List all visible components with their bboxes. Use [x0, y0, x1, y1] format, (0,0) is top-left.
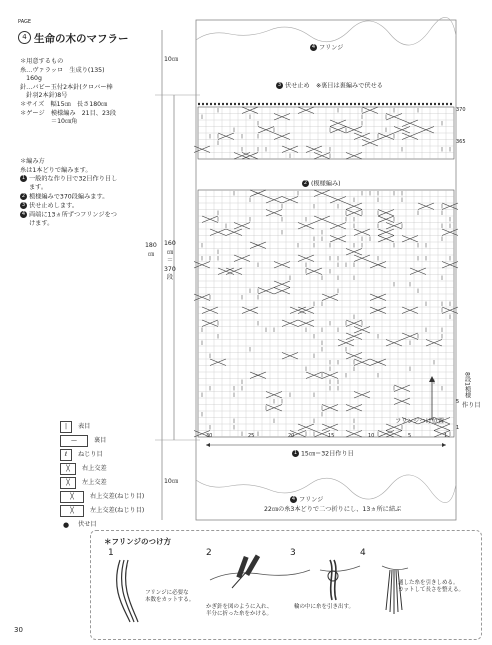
howto-step: ます。 — [29, 184, 48, 192]
materials-line: ＊ゲージ 模様編み 21目、23段 — [20, 109, 117, 117]
fringe-bottom-note: 22㎝の糸3本どりで二つ折りにし、13ヵ所に結ぶ — [264, 506, 402, 513]
legend-item-cross-right-twisted: ╳ 右上交差(ねじり目) — [60, 490, 144, 504]
legend-item-purl: — 裏目 — [60, 434, 144, 448]
howto-step: 2 模様編みで370段編みます。 — [21, 192, 109, 201]
fringe-step-number: 4 — [360, 548, 366, 558]
materials-line: ＊サイズ 幅15㎝ 長さ180㎝ — [20, 100, 108, 108]
step1-yarn-illustration — [117, 560, 138, 622]
fringe-step-text: フリンジに必要な 本数をカットする。 — [145, 590, 195, 603]
col-number: 30 — [206, 433, 213, 439]
fringe-howto-title: ＊フリンジのつけ方 — [104, 537, 172, 546]
title-text: 生命の木のマフラー — [34, 33, 129, 45]
howto-step: 4 両端に13ヵ所ずつフリンジをつ — [21, 211, 117, 219]
pattern-label: 2 (模様編み) — [303, 180, 341, 188]
fringe-step-text: 輪の中に糸を引き出す。 — [294, 604, 355, 610]
col-number: 20 — [288, 433, 295, 439]
legend-item-cross-left: ╳ 左上交差 — [60, 476, 144, 490]
fringe-step-number: 3 — [290, 548, 296, 558]
legend-item-cross-right: ╳ 右上交差 — [60, 462, 144, 476]
page-number: 30 — [14, 626, 23, 634]
row-number: 370 — [456, 107, 466, 113]
howto-step: 3 伏せ止めします。 — [21, 201, 79, 210]
dim-10cm-top: 10㎝ — [164, 56, 179, 63]
materials-line: ＝10㎝角 — [20, 118, 78, 126]
page-label: PAGE — [18, 19, 32, 25]
chart-main-block — [194, 190, 458, 437]
fringe-step-number: 2 — [206, 548, 212, 558]
materials-line: 糸…ヴァラッロ 生成り(135) — [20, 66, 105, 74]
howto-heading: ＊編み方 — [20, 158, 45, 165]
row-number: 1 — [456, 425, 460, 431]
materials-line: 針羽2本針)8号 — [20, 92, 68, 100]
fringe-bottom-wave — [196, 475, 456, 503]
howto-intro: 糸は1本どりで編みます。 — [20, 166, 92, 174]
fringe-top-wave — [196, 17, 456, 45]
legend-item-twisted: ℓ ねじり目 — [60, 448, 144, 462]
materials-line: 160g — [20, 75, 42, 83]
dim-total: 180 ㎝ — [145, 242, 157, 258]
bind-off-label: 3 伏せ止め ※裏目は裏編みで伏せる — [277, 82, 383, 90]
materials-heading: ＊用意するもの — [20, 58, 64, 65]
fringe-step-text: かぎ針を図のように入れ、 半分に折った糸をかける。 — [206, 604, 273, 617]
repeat-label: 8段1模様 — [463, 372, 471, 399]
legend-item-knit: | 表目 — [60, 420, 144, 434]
materials-line: 針…バビー玉付2本針(クロバー棒 — [20, 83, 113, 91]
row-number: 5 — [456, 399, 460, 405]
step2-hook-illustration — [210, 554, 310, 588]
pattern-number: 4 — [18, 31, 31, 44]
howto-step: けます。 — [29, 220, 54, 228]
step3-loop-illustration — [320, 560, 360, 600]
row-number: 365 — [456, 139, 466, 145]
col-number: 15 — [328, 433, 335, 439]
howto-step: 1 一般的な作り目で32目作り目し — [21, 175, 118, 183]
col-number: 1 — [444, 433, 448, 439]
col-number: 25 — [248, 433, 255, 439]
dim-body: 160 ㎝ ＝ 370 段 — [164, 240, 176, 282]
fringe-top-label: 4 フリンジ — [311, 44, 344, 52]
fringe-step-text: 通した糸を引きしめる。 カットして長さを整える。 — [398, 580, 464, 593]
cast-on-label: 1 15㎝＝32目作り目 — [293, 450, 354, 458]
cast-on-row-label: 作り目 — [462, 402, 481, 409]
fringe-position-label: フリンジつけ位置 — [395, 418, 445, 425]
col-number: 10 — [368, 433, 375, 439]
dim-10cm-bottom: 10㎝ — [164, 478, 179, 485]
fringe-bottom-label: 4 フリンジ — [291, 496, 324, 504]
legend-item-cross-left-twisted: ╳ 左上交差(ねじり目) — [60, 504, 144, 518]
legend-item-bind-off: ● 伏せ目 — [62, 520, 97, 529]
fringe-step-number: 1 — [108, 548, 114, 558]
chart-top-block — [194, 107, 454, 159]
col-number: 5 — [408, 433, 412, 439]
